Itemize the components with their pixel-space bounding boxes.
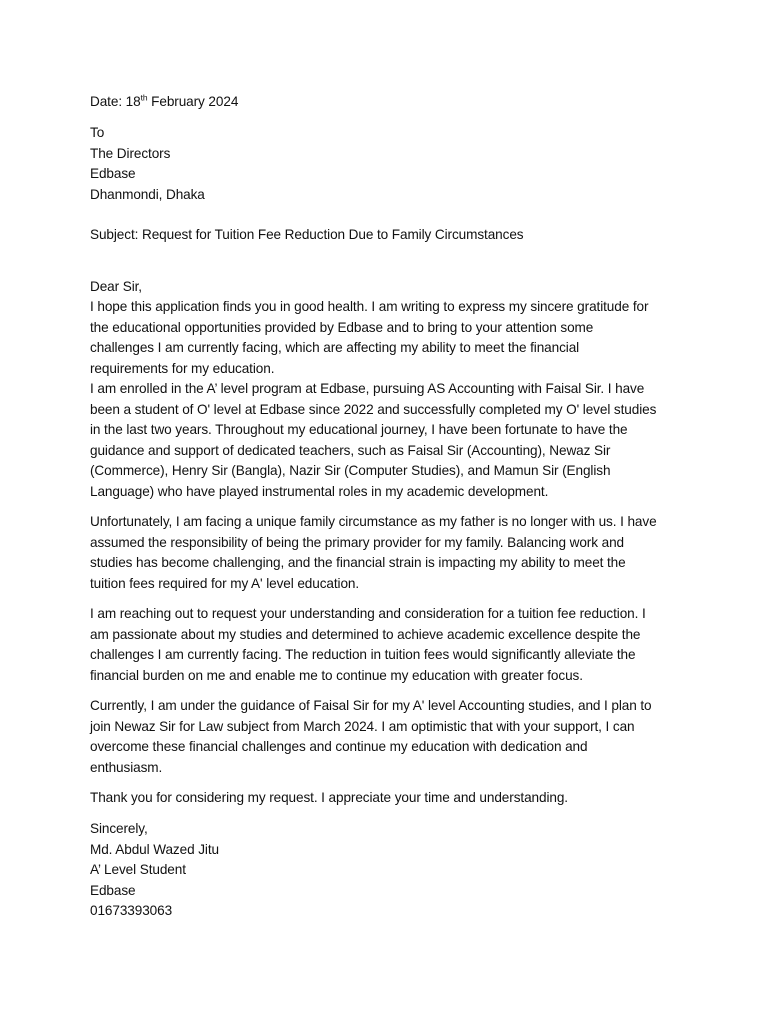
paragraph-line: tuition fees required for my A' level education. <box>90 575 360 591</box>
paragraph-line: am passionate about my studies and determined to achieve academic excellence despite the <box>90 626 641 642</box>
recipient-line: The Directors <box>90 145 171 161</box>
paragraph-request <box>90 604 690 686</box>
sender-title: A’ Level Student <box>90 862 186 878</box>
recipient-line: Dhanmondi, Dhaka <box>90 186 205 202</box>
paragraph-line: Language) who have played instrumental roles in my academic development. <box>90 483 549 499</box>
letter-subject <box>90 225 690 246</box>
paragraph-circumstance <box>90 512 690 594</box>
paragraph-line: studies has become challenging, and the financial strain is impacting my ability to meet the <box>90 555 626 571</box>
paragraph-plans <box>90 696 690 778</box>
paragraph-line: Currently, I am under the guidance of Faisal Sir for my A' level Accounting studies, and I plan to <box>90 698 652 713</box>
greeting-line: Dear Sir, <box>90 279 142 294</box>
paragraph-line: been a student of O' level at Edbase since 2022 and successfully completed my O' level studies <box>90 401 657 417</box>
signature-block <box>90 819 690 922</box>
sender-phone: 01673393063 <box>90 903 173 919</box>
paragraph-line: the educational opportunities provided by Edbase and to bring to your attention some <box>90 319 594 335</box>
paragraph-thanks <box>90 788 690 809</box>
paragraph-line: financial burden on me and enable me to continue my education with greater focus. <box>90 667 583 683</box>
subject-line: Subject: Request for Tuition Fee Reduction Due to Family Circumstances <box>90 227 524 242</box>
recipient-line: Edbase <box>90 166 136 182</box>
paragraph-line: Thank you for considering my request. I appreciate your time and understanding. <box>90 790 568 805</box>
paragraph-line: enthusiasm. <box>90 759 163 775</box>
paragraph-enrollment <box>90 379 690 503</box>
paragraph-line: challenges I am currently facing. The reduction in tuition fees would significantly alleviate the <box>90 647 636 663</box>
paragraph-line: Unfortunately, I am facing a unique family circumstance as my father is no longer with us. I have <box>90 514 657 529</box>
paragraph-gratitude <box>90 297 690 379</box>
paragraph-line: I am enrolled in the A’ level program at Edbase, pursuing AS Accounting with Faisal Sir. I have <box>90 381 645 396</box>
paragraph-line: in the last two years. Throughout my educational journey, I have been fortunate to have the <box>90 422 628 438</box>
paragraph-line: requirements for my education. <box>90 360 275 376</box>
paragraph-line: join Newaz Sir for Law subject from March 2024. I am optimistic that with your support, I can <box>90 718 635 734</box>
sender-organization: Edbase <box>90 882 136 898</box>
date-month-year: February 2024 <box>147 94 239 109</box>
recipient-line: To <box>90 125 105 140</box>
paragraph-line: overcome these financial challenges and continue my education with dedication and <box>90 739 588 755</box>
sender-name: Md. Abdul Wazed Jitu <box>90 841 219 857</box>
paragraph-line: challenges I am currently facing, which are affecting my ability to meet the financial <box>90 340 580 356</box>
date-day-suffix: th <box>140 92 148 103</box>
paragraph-line: (Commerce), Henry Sir (Bangla), Nazir Sir (Computer Studies), and Mamun Sir (English <box>90 463 611 479</box>
letter-date <box>90 92 690 113</box>
paragraph-line: I am reaching out to request your understanding and consideration for a tuition fee reduction. I <box>90 606 646 621</box>
date-day: Date: 18 <box>90 94 141 109</box>
paragraph-line: I hope this application finds you in good health. I am writing to express my sincere gratitude for <box>90 299 649 314</box>
letter-greeting <box>90 277 690 298</box>
paragraph-line: guidance and support of dedicated teachers, such as Faisal Sir (Accounting), Newaz Sir <box>90 442 611 458</box>
paragraph-line: assumed the responsibility of being the primary provider for my family. Balancing work and <box>90 534 624 550</box>
closing-salutation: Sincerely, <box>90 821 148 836</box>
recipient-block <box>90 123 690 205</box>
